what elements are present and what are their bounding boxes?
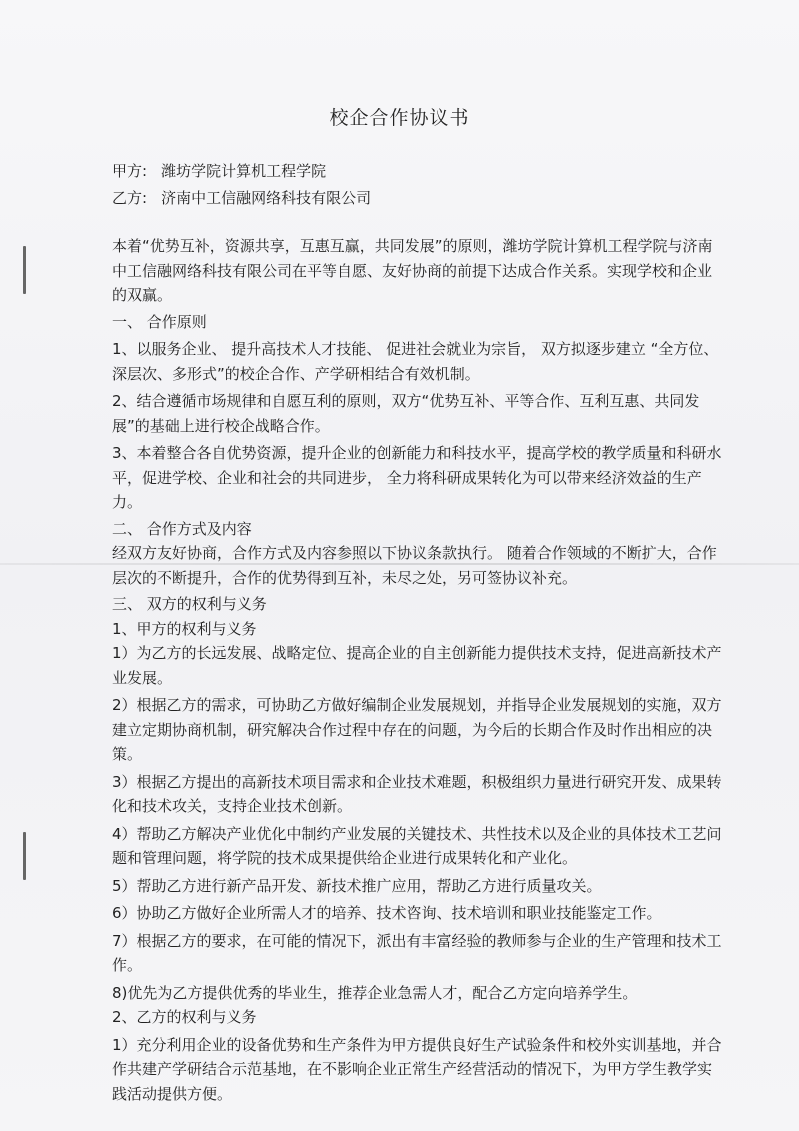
party-a bbox=[112, 160, 326, 181]
party-a-clause-2: 2）根据乙方的需求，可协助乙方做好编制企业发展规划，并指导企业发展规划的实施，双方建立定期协商机制，研究解决合作过程中存在的问题，为今后的长期合作及时作出相应的决策。 bbox=[112, 696, 722, 763]
party-a-clause-5: 5）帮助乙方进行新产品开发、新技术推广应用，帮助乙方进行质量攻关。 bbox=[112, 876, 602, 895]
staple-mark-top bbox=[23, 246, 26, 294]
party-a-clause-3: 3）根据乙方提出的高新技术项目需求和企业技术难题，积极组织力量进行研究开发、成果转化和技术攻关，支持企业技术创新。 bbox=[112, 772, 722, 815]
agreement-body bbox=[112, 234, 724, 1106]
methods-paragraph: 经双方友好协商，合作方式及内容参照以下协议条款执行。 随着合作领域的不断扩大，合作层次的不断提升，合作的优势得到互补，未尽之处，另可签协议补充。 bbox=[112, 544, 717, 587]
party-a-name: 潍坊学院计算机工程学院 bbox=[161, 162, 327, 180]
document-title: 校企合作协议书 bbox=[329, 107, 470, 129]
party-a-label: 甲方: bbox=[112, 162, 148, 180]
principle-1: 1、以服务企业、 提升高技术人才技能、 促进社会就业为宗旨， 双方拟逐步建立 “全方位、深层次、多形式”的校企合作、产学研相结合有效机制。 bbox=[112, 340, 719, 383]
principle-2: 2、结合遵循市场规律和自愿互利的原则，双方“优势互补、平等合作、互利互惠、共同发展”的基础上进行校企战略合作。 bbox=[112, 392, 700, 435]
section-heading-principles: 一、 合作原则 bbox=[112, 312, 207, 331]
party-b bbox=[112, 187, 371, 208]
subheading-party-a: 1、甲方的权利与义务 bbox=[112, 619, 257, 638]
section-heading-methods: 二、 合作方式及内容 bbox=[112, 519, 252, 538]
party-a-clause-4: 4）帮助乙方解决产业优化中制约产业发展的关键技术、共性技术以及企业的具体技术工艺问题和管理问题，将学院的技术成果提供给企业进行成果转化和产业化。 bbox=[112, 824, 722, 867]
subheading-party-b: 2、乙方的权利与义务 bbox=[112, 1008, 257, 1026]
party-b-clause-1: 1）充分利用企业的设备优势和生产条件为甲方提供良好生产试验条件和校外实训基地，并合作共建产学研结合示范基地，在不影响企业正常生产经营活动的情况下，为甲方学生教学实践活动提供方便。 bbox=[112, 1035, 722, 1103]
party-a-clause-6: 6）协助乙方做好企业所需人才的培养、技术咨询、技术培训和职业技能鉴定工作。 bbox=[112, 904, 662, 922]
party-b-name: 济南中工信融网络科技有限公司 bbox=[161, 189, 372, 207]
intro-paragraph: 本着“优势互补，资源共享，互惠互赢，共同发展”的原则，潍坊学院计算机工程学院与济南中工信融网络科技有限公司在平等自愿、友好协商的前提下达成合作关系。实现学校和企业的双赢。 bbox=[112, 237, 713, 304]
party-a-clause-7: 7）根据乙方的要求，在可能的情况下，派出有丰富经验的教师参与企业的生产管理和技术工作。 bbox=[112, 931, 722, 974]
party-b-label: 乙方: bbox=[112, 189, 148, 207]
party-a-clause-8: 8)优先为乙方提供优秀的毕业生，推荐企业急需人才，配合乙方定向培养学生。 bbox=[112, 983, 638, 1002]
staple-mark-bottom bbox=[23, 832, 26, 880]
party-a-clause-1: 1）为乙方的长远发展、战略定位、提高企业的自主创新能力提供技术支持，促进高新技术产业发展。 bbox=[112, 644, 722, 687]
principle-3: 3、本着整合各自优势资源，提升企业的创新能力和科技水平，提高学校的教学质量和科研水平，促进学校、企业和社会的共同进步， 全力将科研成果转化为可以带来经济效益的生产力。 bbox=[112, 444, 722, 511]
section-heading-rights: 三、 双方的权利与义务 bbox=[112, 595, 267, 613]
